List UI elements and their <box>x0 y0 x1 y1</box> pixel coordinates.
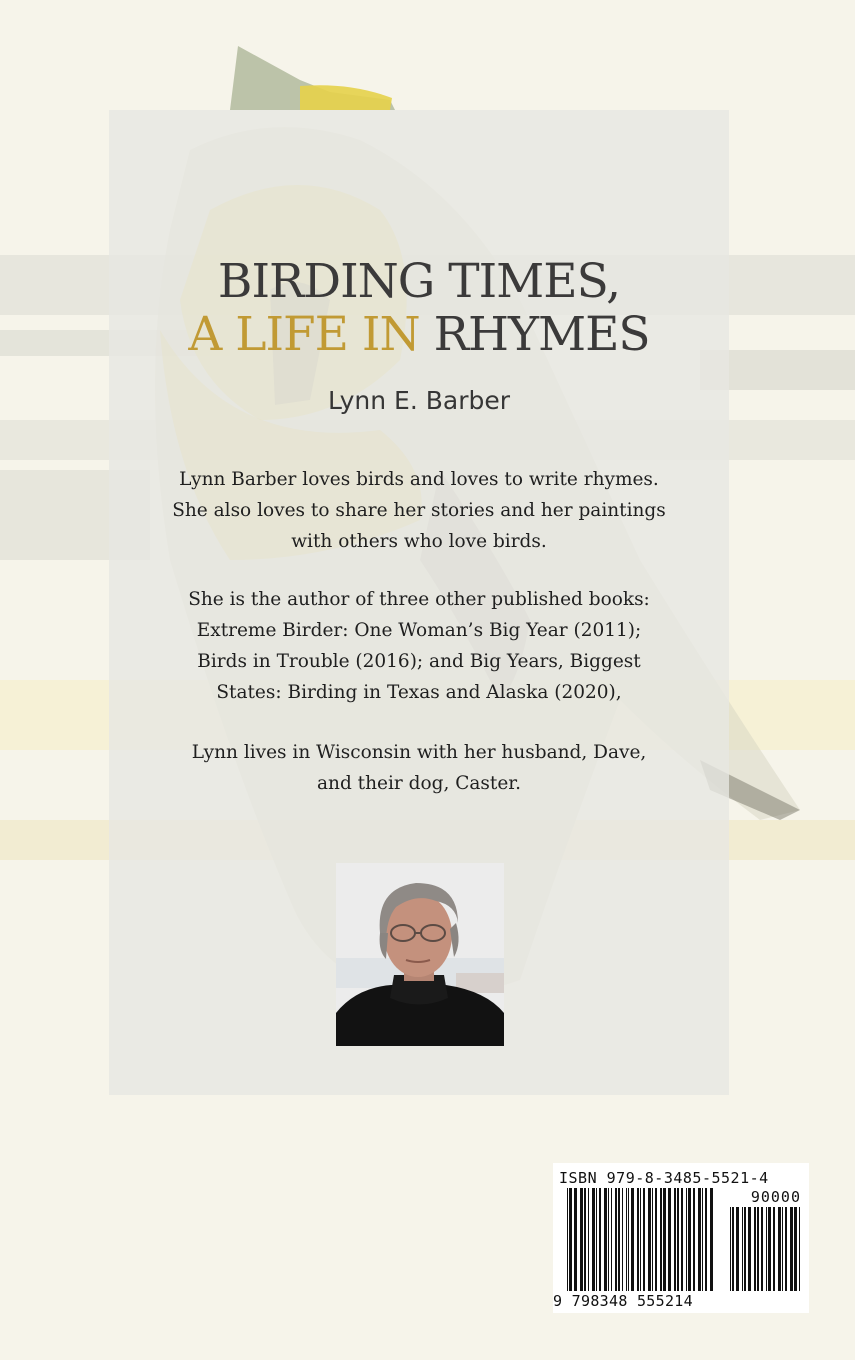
barcode-bar <box>604 1188 607 1291</box>
barcode-bar <box>611 1188 612 1291</box>
barcode-bar <box>663 1188 666 1291</box>
blurb-line: She also loves to share her stories and her paintings <box>172 499 666 521</box>
barcode-bar <box>580 1188 583 1291</box>
barcode-bar <box>618 1188 620 1291</box>
barcode-bar <box>648 1188 651 1291</box>
barcode-bar <box>732 1207 734 1291</box>
blurb-line: She is the author of three other published books: <box>188 589 650 610</box>
blurb-paragraph-2 <box>119 585 719 709</box>
barcode-bar <box>655 1188 657 1291</box>
barcode-bar <box>626 1188 627 1291</box>
barcode-bar <box>782 1207 783 1291</box>
barcode-bar <box>778 1207 781 1291</box>
barcode-bar <box>592 1188 595 1291</box>
barcode-bar <box>640 1188 641 1291</box>
barcode-bar <box>599 1188 601 1291</box>
barcode-bar <box>681 1188 683 1291</box>
barcode-bars <box>553 1163 809 1313</box>
barcode-bar <box>757 1207 759 1291</box>
blurb-line: Lynn lives in Wisconsin with her husband, Dave, <box>191 742 647 763</box>
barcode-bar <box>574 1188 577 1291</box>
barcode-bar <box>674 1188 676 1291</box>
barcode-bar <box>766 1207 767 1291</box>
barcode-bar <box>567 1188 568 1291</box>
barcode-bar <box>686 1188 687 1291</box>
barcode-bar <box>794 1207 797 1291</box>
barcode-bar <box>569 1188 572 1291</box>
barcode-bar <box>584 1188 586 1291</box>
barcode-bar <box>622 1188 623 1291</box>
blurb-line: and their dog, Caster. <box>317 772 521 794</box>
barcode-digits: 9 798348 555214 <box>553 1292 693 1310</box>
barcode-bar <box>668 1188 671 1291</box>
barcode-bar <box>677 1188 679 1291</box>
barcode-bar <box>736 1207 739 1291</box>
barcode-bar <box>790 1207 793 1291</box>
price-code: 90000 <box>750 1188 801 1206</box>
blurb-line: Extreme Birder: One Woman’s Big Year (2011); <box>196 619 642 641</box>
blurb-paragraph-1 <box>119 465 719 558</box>
barcode-bar <box>660 1188 662 1291</box>
blurb-line: Lynn Barber loves birds and loves to write rhymes. <box>179 469 659 490</box>
barcode-bar <box>768 1207 771 1291</box>
barcode-bar <box>688 1188 691 1291</box>
barcode-bar <box>730 1207 731 1291</box>
barcode-bar <box>761 1207 763 1291</box>
barcode-bar <box>705 1188 707 1291</box>
blurb-paragraph-3 <box>119 738 719 800</box>
barcode-bar <box>631 1188 634 1291</box>
barcode-bar <box>799 1207 800 1291</box>
barcode-bar <box>596 1188 597 1291</box>
isbn-barcode <box>553 1163 809 1313</box>
barcode-bar <box>588 1188 589 1291</box>
barcode-bar <box>608 1188 609 1291</box>
barcode-bar <box>693 1188 695 1291</box>
cover-text-panel <box>109 110 729 1095</box>
barcode-bar <box>744 1207 746 1291</box>
barcode-bar <box>785 1207 787 1291</box>
author-photo <box>336 863 504 1046</box>
barcode-bar <box>637 1188 639 1291</box>
barcode-bar <box>710 1188 713 1291</box>
book-title-gold-part: A LIFE IN <box>188 307 420 362</box>
barcode-bar <box>643 1188 645 1291</box>
barcode-bar <box>773 1207 775 1291</box>
blurb-line: with others who love birds. <box>291 530 547 552</box>
barcode-bar <box>652 1188 653 1291</box>
book-title-rest: RHYMES <box>433 307 650 362</box>
barcode-bar <box>702 1188 703 1291</box>
barcode-bar <box>698 1188 701 1291</box>
blurb-line: Birds in Trouble (2016); and Big Years, Biggest <box>197 650 641 672</box>
barcode-bar <box>615 1188 617 1291</box>
blurb-line: States: Birding in Texas and Alaska (2020), <box>216 681 622 703</box>
barcode-bar <box>748 1207 751 1291</box>
book-title-line-1: BIRDING TIMES, <box>217 254 621 309</box>
barcode-bar <box>628 1188 629 1291</box>
author-name: Lynn E. Barber <box>327 386 511 415</box>
book-title-line-2 <box>109 307 729 362</box>
barcode-bar <box>754 1207 756 1291</box>
barcode-bar <box>742 1207 743 1291</box>
isbn-label: ISBN 979-8-3485-5521-4 <box>559 1169 769 1187</box>
